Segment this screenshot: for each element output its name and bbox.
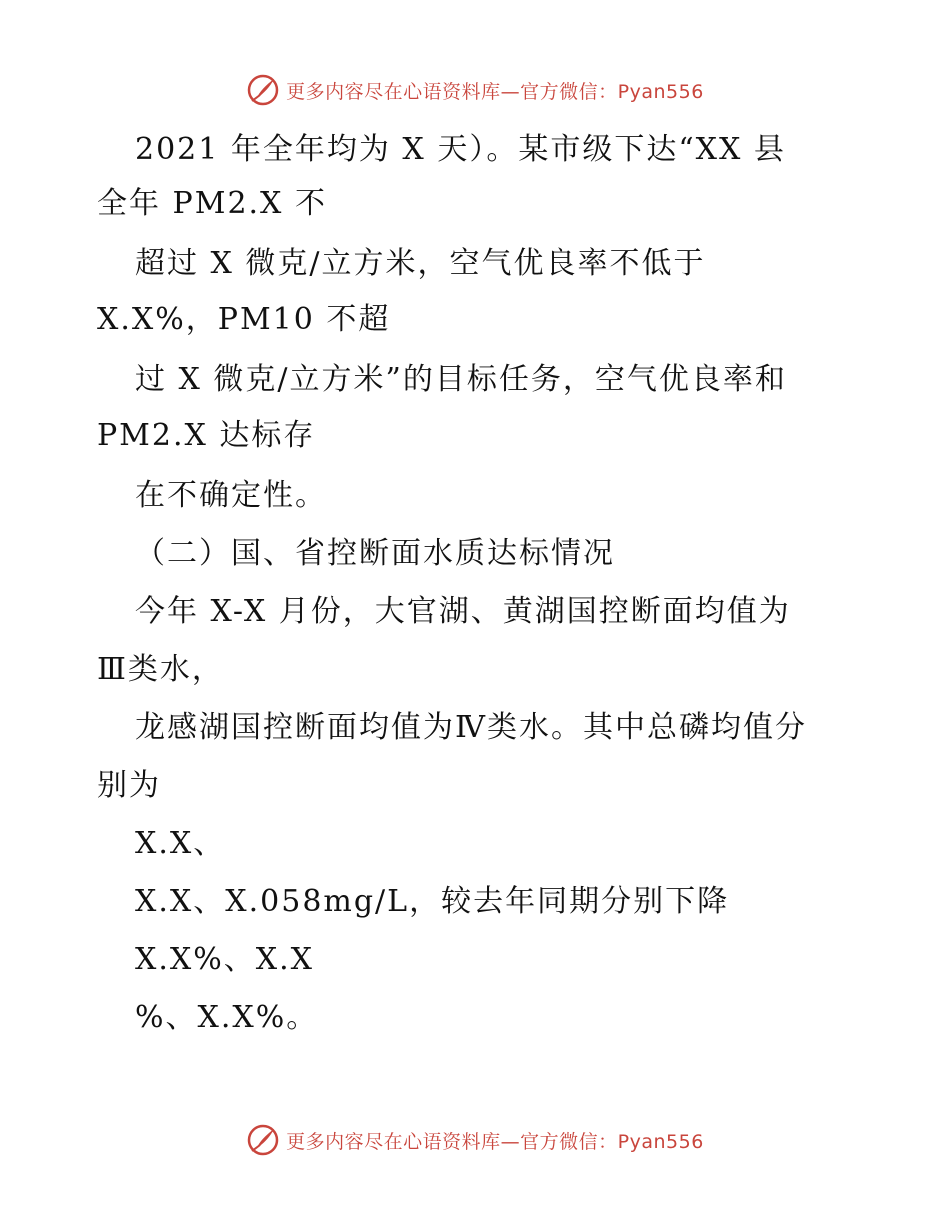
body-line-2: 全年 PM2.X 不 — [97, 186, 327, 221]
body-line-15: X.X%、X.X — [135, 942, 315, 977]
body-line-4: X.X%，PM10 不超 — [97, 302, 391, 337]
body-line-6: PM2.X 达标存 — [97, 418, 316, 453]
body-line-14: X.X、X.058mg/L，较去年同期分别下降 — [135, 884, 730, 919]
body-line-16: %、X.X%。 — [135, 1000, 319, 1035]
body-line-12: 别为 — [97, 768, 161, 803]
body-line-3: 超过 X 微克/立方米，空气优良率不低于 — [135, 246, 706, 281]
section-heading: （二）国、省控断面水质达标情况 — [135, 536, 615, 571]
body-line-5: 过 X 微克/立方米”的目标任务，空气优良率和 — [135, 362, 787, 397]
watermark-text: 更多内容尽在心语资料库—官方微信：Pyan556 — [286, 80, 704, 103]
body-line-10: Ⅲ类水， — [97, 652, 224, 687]
header-watermark — [0, 70, 950, 110]
body-line-11: 龙感湖国控断面均值为Ⅳ类水。其中总磷均值分 — [135, 710, 807, 745]
feather-logo-icon — [246, 73, 280, 107]
body-line-9: 今年 X-X 月份，大官湖、黄湖国控断面均值为 — [135, 594, 791, 629]
body-line-13: X.X、 — [135, 826, 226, 861]
feather-logo-icon — [246, 1123, 280, 1157]
body-line-7: 在不确定性。 — [135, 478, 327, 513]
body-line-1: 2021 年全年均为 X 天）。某市级下达“XX 县 — [135, 132, 786, 167]
footer-watermark — [0, 1120, 950, 1160]
watermark-text: 更多内容尽在心语资料库—官方微信：Pyan556 — [286, 1130, 704, 1153]
